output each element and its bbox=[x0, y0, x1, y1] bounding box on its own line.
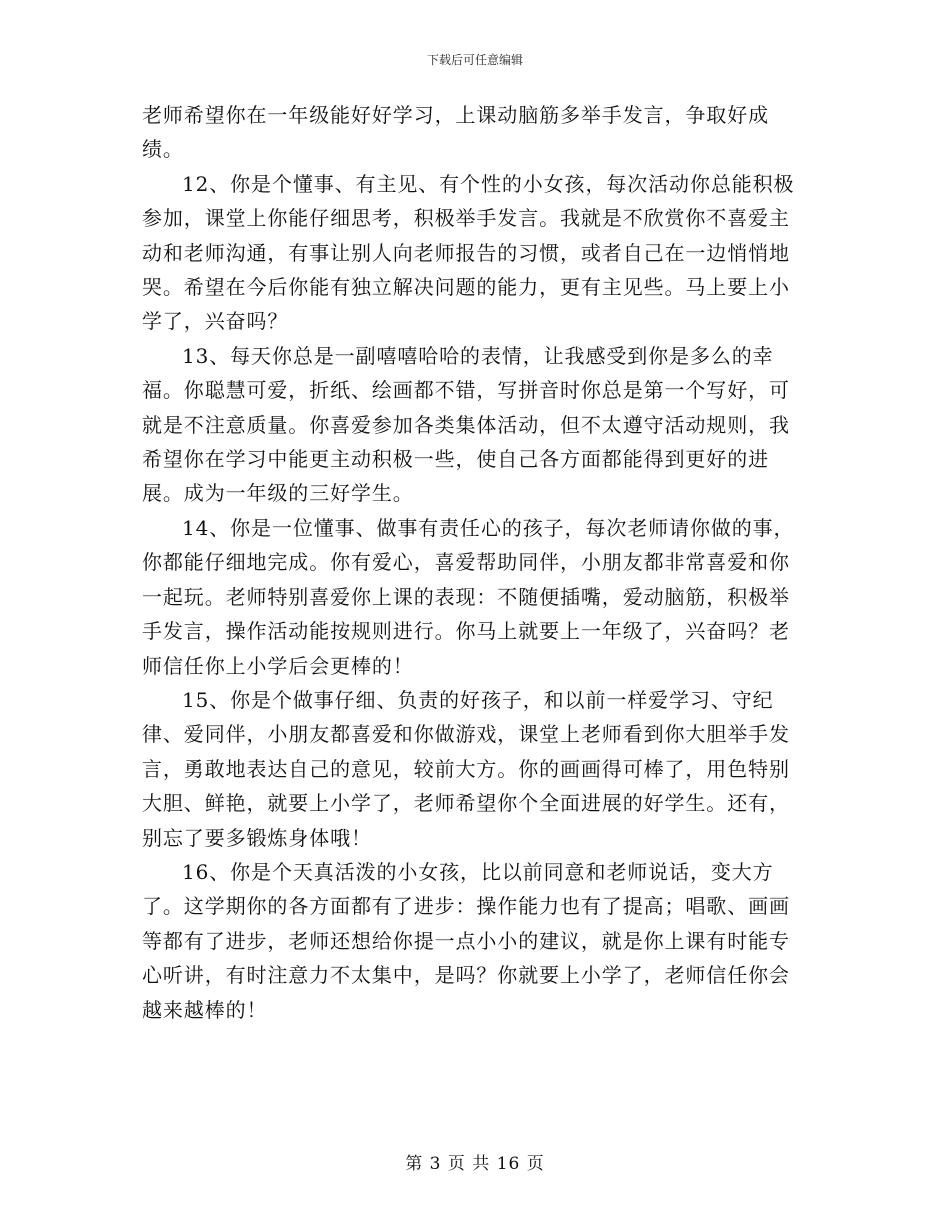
paragraph-comment-16: 16、你是个天真活泼的小女孩，比以前同意和老师说话，变大方了。这学期你的各方面都有了进步：操作能力也有了提高；唱歌、画画等都有了进步，老师还想给你提一点小小的建议，就是你上课有时能专心听讲，有时注意力不太集中，是吗？你就要上小学了，老师信任你会越来越棒的！ bbox=[142, 859, 790, 1022]
page-number-footer: 第 3 页 共 16 页 bbox=[405, 1154, 545, 1174]
paragraph-comment-12: 12、你是个懂事、有主见、有个性的小女孩，每次活动你总能积极参加，课堂上你能仔细思考，积极举手发言。我就是不欣赏你不喜爱主动和老师沟通，有事让别人向老师报告的习惯，或者自己在一边悄悄地哭。希望在今后你能有独立解决问题的能力，更有主见些。马上要上小学了，兴奋吗？ bbox=[142, 171, 795, 334]
paragraph-continuation: 老师希望你在一年级能好好学习，上课动脑筋多举手发言，争取好成绩。 bbox=[142, 103, 769, 162]
page-header: 下载后可任意编辑 bbox=[426, 53, 523, 67]
document-body bbox=[142, 98, 810, 1027]
paragraph-comment-14: 14、你是一位懂事、做事有责任心的孩子，每次老师请你做的事，你都能仔细地完成。你有爱心，喜爱帮助同伴，小朋友都非常喜爱和你一起玩。老师特别喜爱你上课的表现：不随便插嘴，爱动脑筋，积极举手发言，操作活动能按规则进行。你马上就要上一年级了，兴奋吗？老师信任你上小学后会更棒的！ bbox=[142, 515, 795, 678]
paragraph-comment-15: 15、你是个做事仔细、负责的好孩子，和以前一样爱学习、守纪律、爱同伴，小朋友都喜爱和你做游戏，课堂上老师看到你大胆举手发言，勇敢地表达自己的意见，较前大方。你的画画得可棒了，用色特别大胆、鲜艳，就要上小学了，老师希望你个全面进展的好学生。还有，别忘了要多锻炼身体哦！ bbox=[142, 687, 790, 850]
paragraph-comment-13: 13、每天你总是一副嘻嘻哈哈的表情，让我感受到你是多么的幸福。你聪慧可爱，折纸、绘画都不错，写拼音时你总是第一个写好，可就是不注意质量。你喜爱参加各类集体活动，但不太遵守活动规则，我希望你在学习中能更主动积极一些，使自己各方面都能得到更好的进展。成为一年级的三好学生。 bbox=[142, 343, 790, 506]
